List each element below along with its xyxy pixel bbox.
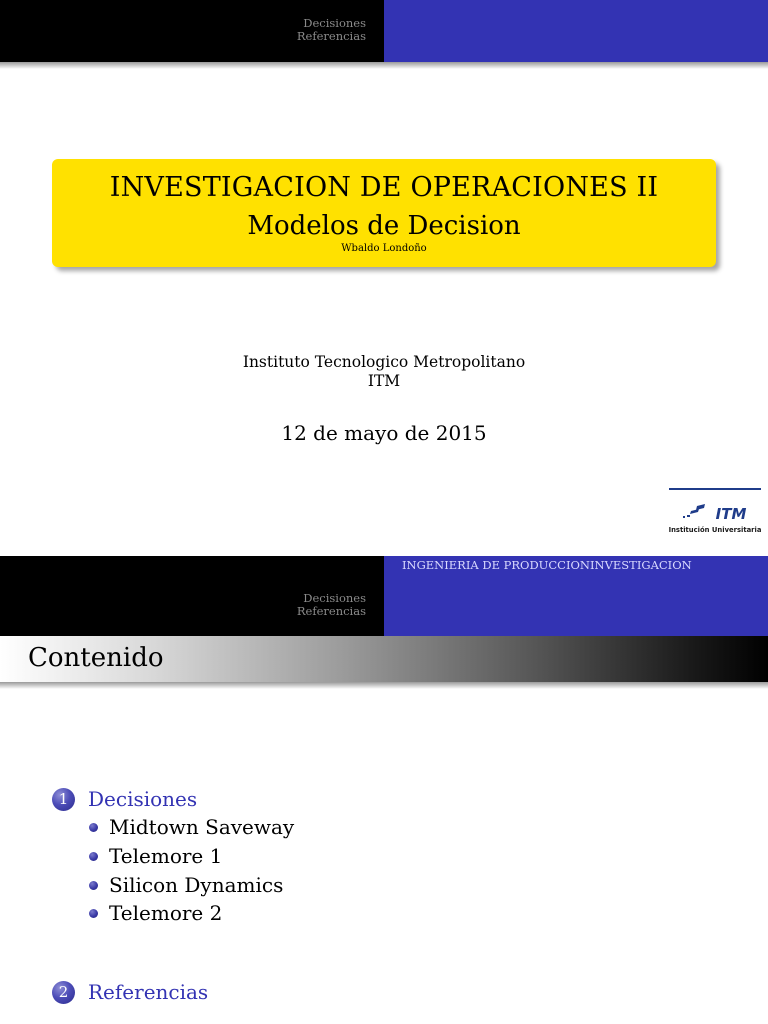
presentation-subtitle: Modelos de Decision [247,211,521,241]
toc-section-title[interactable]: Referencias [88,980,209,1004]
toc-section-referencias[interactable] [52,980,208,1004]
toc-subsection-item[interactable] [89,815,294,839]
section-number-badge: 1 [52,788,75,811]
toc-subsection-label[interactable]: Telemore 2 [109,901,223,925]
toc-subsection-label[interactable]: Midtown Saveway [109,815,295,839]
presentation-title: INVESTIGACION DE OPERACIONES II [109,172,659,203]
toc-subsection-label[interactable]: Telemore 1 [109,844,223,868]
bullet-icon [89,881,98,890]
institute-name: Instituto Tecnologico Metropolitano [242,353,526,371]
toc-section-title[interactable]: Decisiones [88,787,198,811]
toc-subsection-label[interactable]: Silicon Dynamics [109,873,284,897]
toc-section-decisiones[interactable] [52,787,197,811]
frame-title: Contenido [28,643,164,673]
toc-subsection-item[interactable] [89,901,222,925]
slide2-nav-referencias-link[interactable]: Referencias [296,604,366,618]
section-number-badge: 2 [52,981,75,1004]
slide1-footer-text: INGENIERIA DE PRODUCCIONINVESTIGACION [402,558,692,572]
presentation-date: 12 de mayo de 2015 [281,421,487,445]
toc-subsection-item[interactable] [89,873,283,897]
presentation-author: Wbaldo Londoño [341,243,427,254]
slide2-nav-decisiones-link[interactable]: Decisiones [303,591,366,605]
institute-abbreviation: ITM [367,372,401,390]
slide1-nav-referencias-link[interactable]: Referencias [296,29,366,43]
slide1-nav-decisiones-link[interactable]: Decisiones [303,16,366,30]
bullet-icon [89,852,98,861]
itm-logo-wordmark: ITM [715,505,747,523]
bullet-icon [89,909,98,918]
itm-logo-tagline: Institución Universitaria [669,526,761,534]
toc-subsection-item[interactable] [89,844,222,868]
bullet-icon [89,823,98,832]
